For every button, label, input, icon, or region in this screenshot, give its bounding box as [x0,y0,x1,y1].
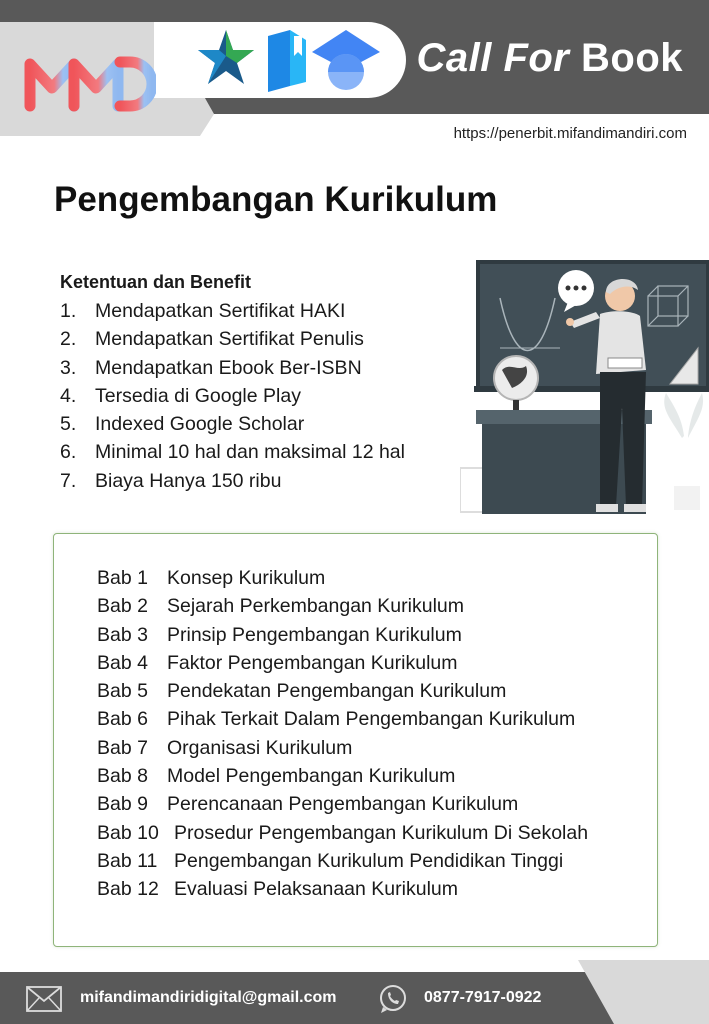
benefit-number: 4. [60,384,77,407]
chapter-title: Konsep Kurikulum [167,567,326,589]
benefit-item [60,382,470,410]
header-title-call-for: Call For [416,36,570,80]
chapter-item [97,819,588,847]
benefit-text: Biaya Hanya 150 ribu [95,469,282,492]
chapter-number: Bab 5 [97,680,148,703]
chapter-number: Bab 3 [97,623,148,646]
header-title-book: Book [581,36,683,80]
google-scholar-cap-icon [312,30,380,90]
chapter-item [97,705,588,733]
chapter-number: Bab 4 [97,651,148,674]
benefits-section [60,272,470,495]
benefits-heading: Ketentuan dan Benefit [60,272,252,292]
website-link[interactable]: https://penerbit.mifandimandiri.com [453,125,687,142]
chapter-title: Faktor Pengembangan Kurikulum [167,651,458,674]
benefit-number: 3. [60,356,77,379]
chapter-title: Organisasi Kurikulum [167,736,353,759]
chapter-item [97,790,588,818]
chapter-item [97,564,588,592]
chapter-item [97,621,588,649]
chapter-item [97,762,588,790]
chapter-box [53,533,658,947]
chapter-number: Bab 11 [97,849,158,872]
benefit-number: 7. [60,469,77,492]
chapter-list [97,564,588,904]
google-scholar-star-icon [198,30,254,84]
benefit-item [60,438,470,466]
chapter-number: Bab 8 [97,765,148,788]
benefit-item [60,467,470,495]
chapter-title: Model Pengembangan Kurikulum [167,765,456,788]
chapter-item [97,875,588,903]
chapter-title: Prinsip Pengembangan Kurikulum [167,623,462,646]
chapter-title: Pendekatan Pengembangan Kurikulum [167,680,507,703]
chapter-title: Perencanaan Pengembangan Kurikulum [167,793,519,816]
chapter-title: Pihak Terkait Dalam Pengembangan Kurikulum [167,708,576,731]
benefit-text: Minimal 10 hal dan maksimal 12 hal [95,441,405,464]
chapter-number: Bab 7 [97,736,148,759]
chapter-number: Bab 12 [97,878,159,901]
benefit-item [60,325,470,353]
teacher-illustration [460,258,709,516]
page-title: Pengembangan Kurikulum [54,180,498,219]
footer-phone[interactable]: 0877-7917-0922 [424,989,542,1006]
email-icon [26,986,62,1012]
header-title [416,36,683,81]
chapter-title: Evaluasi Pelaksanaan Kurikulum [174,878,458,901]
benefit-text: Mendapatkan Sertifikat Penulis [95,328,364,351]
chapter-number: Bab 6 [97,708,148,731]
benefit-number: 1. [60,300,77,322]
chapter-title: Sejarah Perkembangan Kurikulum [167,595,464,618]
chapter-number: Bab 2 [97,595,148,618]
chapter-item [97,677,588,705]
benefit-item [60,410,470,438]
benefit-text: Tersedia di Google Play [95,384,301,407]
google-play-books-icon [268,30,306,92]
benefit-list [60,297,470,495]
benefit-text: Mendapatkan Sertifikat HAKI [95,300,346,322]
benefit-number: 2. [60,328,77,351]
chapter-title: Pengembangan Kurikulum Pendidikan Tinggi [174,849,564,872]
chapter-item [97,649,588,677]
chapter-title: Prosedur Pengembangan Kurikulum Di Sekolah [174,821,589,844]
benefit-text: Mendapatkan Ebook Ber-ISBN [95,356,362,379]
benefit-number: 5. [60,413,77,436]
whatsapp-icon [377,983,409,1015]
chapter-item [97,734,588,762]
mmd-logo [22,52,156,112]
plant-icon [664,393,703,510]
benefit-item [60,354,470,382]
app-icons-group [194,26,394,96]
chapter-item [97,847,588,875]
chapter-number: Bab 9 [97,793,148,816]
footer-email[interactable]: mifandimandiridigital@gmail.com [80,989,337,1006]
benefit-number: 6. [60,441,77,464]
chapter-item [97,592,588,620]
benefit-item [60,297,470,325]
benefit-text: Indexed Google Scholar [95,413,305,436]
chapter-number: Bab 1 [97,567,148,589]
chapter-number: Bab 10 [97,821,159,844]
